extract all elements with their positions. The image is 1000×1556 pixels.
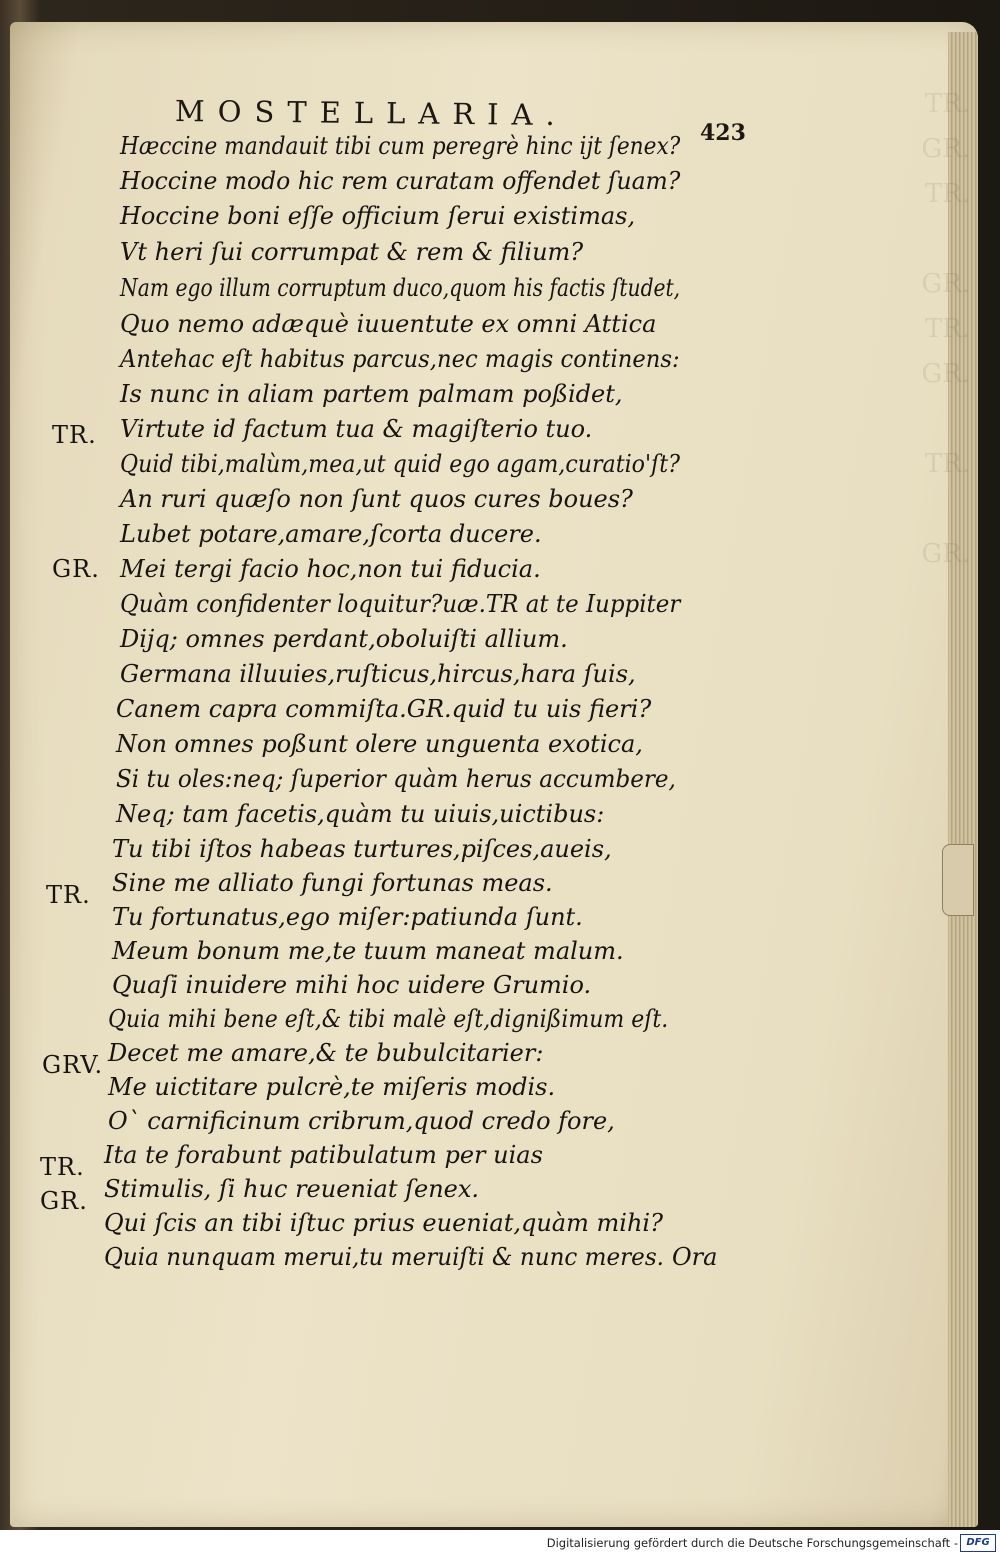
speaker-label: GR. <box>52 555 100 583</box>
verse-line: Vt heri ſui corrumpat & rem & filium? <box>120 238 584 266</box>
verse-line: Hoccine boni eſſe officium ſerui existimas, <box>120 202 636 230</box>
verse-line: Nam ego illum corruptum duco,quom his factis ſtudet, <box>120 274 681 302</box>
verse-line: Germana illuuies,ruſticus,hircus,hara ſuis, <box>120 660 636 688</box>
speaker-label: GR. <box>40 1187 88 1215</box>
footer-bar <box>0 1530 1000 1556</box>
verse-line: Si tu oles:neq; ſuperior quàm herus accumbere, <box>116 765 676 793</box>
running-head: MOSTELLARIA. <box>174 93 568 133</box>
page-number: 423 <box>700 120 746 146</box>
verse-line: Stimulis, ſi huc reueniat ſenex. <box>104 1175 480 1203</box>
funding-credit: Digitalisierung gefördert durch die Deutsche Forschungsgemeinschaft - <box>546 1536 958 1550</box>
verse-line: Quia nunquam merui,tu meruiſti & nunc meres. <box>104 1243 664 1271</box>
page-tab-marker <box>942 844 974 916</box>
verse-line: Me uictitare pulcrè,te miſeris modis. <box>108 1073 556 1101</box>
verse-line: Tu tibi iſtos habeas turtures,piſces,aueis, <box>112 835 612 863</box>
speaker-label: GRV. <box>42 1051 104 1079</box>
verse-line: Quia mihi bene eſt,& tibi malè eſt,dignißimum eſt. <box>108 1005 669 1033</box>
verse-line: Hæccine mandauit tibi cum peregrè hinc ijt ſenex? <box>120 132 681 160</box>
speaker-label: TR. <box>40 1153 85 1181</box>
verse-line: Antehac eſt habitus parcus,nec magis continens: <box>120 345 680 373</box>
verse-line: Meum bonum me,te tuum maneat malum. <box>112 937 624 965</box>
verse-line: Hoccine modo hic rem curatam offendet ſuam? <box>120 167 681 195</box>
verse-line: Canem capra commiſta.GR.quid tu uis fieri? <box>116 695 652 723</box>
speaker-label: TR. <box>46 881 91 909</box>
verse-line: Quo nemo adæquè iuuentute ex omni Attica <box>120 310 657 338</box>
verse-line: Tu fortunatus,ego miſer:patiunda ſunt. <box>112 903 583 931</box>
verse-line: Mei tergi facio hoc,non tui fiducia. <box>120 555 541 583</box>
catchword: Ora <box>672 1243 718 1271</box>
verse-line: O` carnificinum cribrum,quod credo fore, <box>108 1107 615 1135</box>
verse-line: Sine me alliato fungi fortunas meas. <box>112 869 553 897</box>
verse-line: Dijq; omnes perdant,oboluiſti allium. <box>120 625 568 653</box>
verse-line: Lubet potare,amare,ſcorta ducere. <box>120 520 542 548</box>
verse-line: Quid tibi,malùm,mea,ut quid ego agam,curatio'ſt? <box>120 450 680 478</box>
verse-line: Non omnes poßunt olere unguenta exotica, <box>116 730 643 758</box>
verse-line: Ita te forabunt patibulatum per uias <box>104 1141 543 1169</box>
speaker-label: TR. <box>52 421 97 449</box>
verse-line: Virtute id factum tua & magiſterio tuo. <box>120 415 593 443</box>
verse-line: Decet me amare,& te bubulcitarier: <box>108 1039 544 1067</box>
verse-line: Quàm confidenter loquitur?uæ.TR at te Iuppiter <box>120 590 681 618</box>
verse-line: Is nunc in aliam partem palmam poßidet, <box>120 380 623 408</box>
verse-line: Neq; tam facetis,quàm tu uiuis,uictibus: <box>116 800 605 828</box>
verse-line: Qui ſcis an tibi iſtuc prius eueniat,quàm mihi? <box>104 1209 663 1237</box>
verse-line: An ruri quæſo non ſunt quos cures boues? <box>120 485 633 513</box>
show-through-text: TR. GR. TR. GR. TR. GR. TR. GR. <box>921 89 970 569</box>
verse-line: Quaſi inuidere mihi hoc uidere Grumio. <box>112 971 592 999</box>
dfg-logo: DFG <box>960 1534 996 1552</box>
